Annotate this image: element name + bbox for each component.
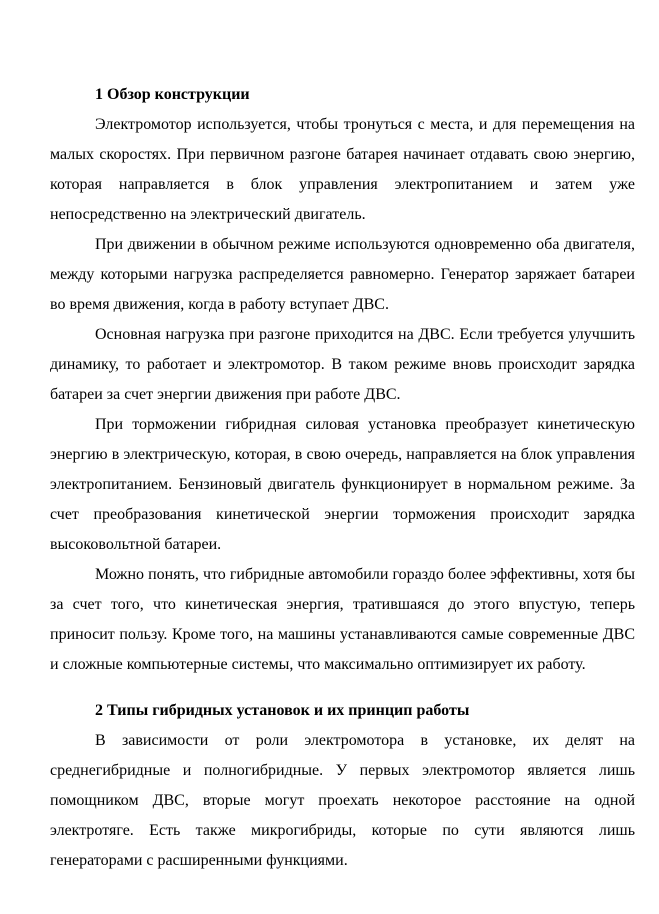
paragraph: В зависимости от роли электромотора в установке, их делят на среднегибридные и полногибридные. У первых электромотор является лишь помощником ДВС, вторые могут проехать некоторое расстояние на одной электротяге. Есть также микрогибриды, которые по сути являются лишь генераторами с расширенными функциями. xyxy=(50,732,635,869)
paragraph: Электромотор используется, чтобы тронуться с места, и для перемещения на малых скоростях. При первичном разгоне батарея начинает отдавать свою энергию, которая направляется в блок управления электропитанием и затем уже непосредственно на электрический двигатель. xyxy=(50,116,635,223)
paragraph: Можно понять, что гибридные автомобили гораздо более эффективны, хотя бы за счет того, что кинетическая энергия, тратившаяся до этого впустую, теперь приносит пользу. Кроме того, на машины устанавливаются самые современные ДВС и сложные компьютерные системы, что максимально оптимизирует их работу. xyxy=(50,566,635,673)
paragraph: Основная нагрузка при разгоне приходится на ДВС. Если требуется улучшить динамику, то работает и электромотор. В таком режиме вновь происходит зарядка батареи за счет энергии движения при работе ДВС. xyxy=(50,326,635,403)
paragraph: При движении в обычном режиме используются одновременно оба двигателя, между которыми нагрузка распределяется равномерно. Генератор заряжает батареи во время движения, когда в работу вступает ДВС. xyxy=(50,236,635,313)
paragraph: При торможении гибридная силовая установка преобразует кинетическую энергию в электрическую, которая, в свою очередь, направляется на блок управления электропитанием. Бензиновый двигатель функционирует в нормальном режиме. За счет преобразования кинетической энергии торможения происходит зарядка высоковольтной батареи. xyxy=(50,416,635,553)
section-overview xyxy=(50,80,635,680)
section-hybrid-types xyxy=(50,696,635,876)
document-page xyxy=(50,80,635,876)
section-heading: 2 Типы гибридных установок и их принцип работы xyxy=(95,702,470,719)
section-heading: 1 Обзор конструкции xyxy=(95,86,250,103)
